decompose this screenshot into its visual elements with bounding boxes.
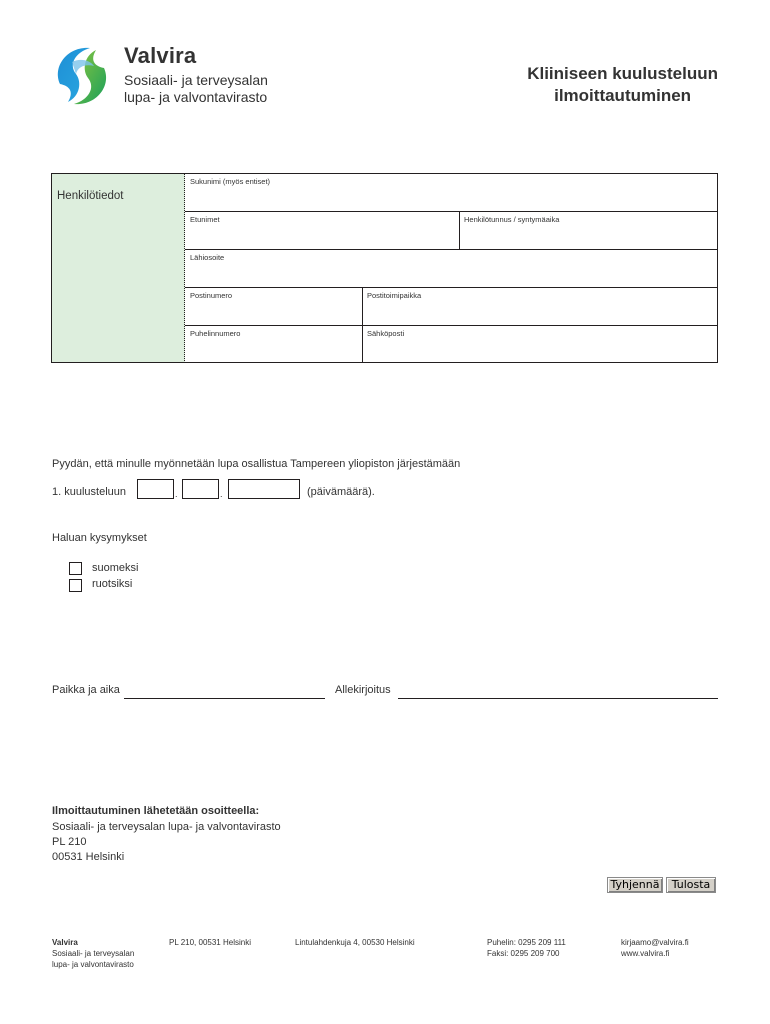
footer-online bbox=[621, 937, 689, 959]
personal-id-input[interactable] bbox=[464, 228, 712, 244]
phone-label: Puhelinnumero bbox=[190, 329, 241, 338]
swedish-option-label: ruotsiksi bbox=[92, 578, 133, 590]
street-address-label: Lähiosoite bbox=[190, 253, 225, 262]
questions-language-label: Haluan kysymykset bbox=[52, 532, 147, 544]
finnish-checkbox[interactable] bbox=[69, 562, 82, 575]
row-divider bbox=[185, 249, 718, 250]
print-button[interactable]: Tulosta bbox=[666, 877, 716, 893]
postal-code-label: Postinumero bbox=[190, 291, 233, 300]
swedish-checkbox[interactable] bbox=[69, 579, 82, 592]
date-hint: (päivämäärä). bbox=[307, 486, 375, 498]
exam-year-input[interactable] bbox=[228, 479, 300, 499]
footer-email[interactable]: kirjaamo@valvira.fi bbox=[621, 938, 689, 947]
org-subtitle-line-2: lupa- ja valvontavirasto bbox=[124, 89, 268, 105]
org-subtitle bbox=[124, 72, 268, 106]
row-divider bbox=[185, 211, 718, 212]
post-office-input[interactable] bbox=[367, 304, 712, 320]
phone-input[interactable] bbox=[190, 342, 356, 358]
footer-po-box: PL 210, 00531 Helsinki bbox=[169, 938, 251, 947]
date-separator: . bbox=[220, 489, 223, 499]
address-line-1: Sosiaali- ja terveysalan lupa- ja valvontavirasto bbox=[52, 821, 281, 833]
place-time-label: Paikka ja aika bbox=[52, 684, 120, 696]
column-divider bbox=[459, 211, 460, 249]
place-time-line bbox=[124, 698, 325, 699]
exam-day-input[interactable] bbox=[137, 479, 174, 499]
footer-web[interactable]: www.valvira.fi bbox=[621, 949, 670, 958]
street-address-input[interactable] bbox=[190, 266, 710, 282]
request-text: Pyydän, että minulle myönnetään lupa osallistua Tampereen yliopiston järjestämään bbox=[52, 458, 461, 470]
footer-contact bbox=[487, 937, 566, 959]
document-title-line-2: ilmoittautuminen bbox=[554, 86, 692, 105]
row-divider bbox=[185, 325, 718, 326]
column-divider bbox=[362, 287, 363, 363]
address-line-3: 00531 Helsinki bbox=[52, 851, 125, 863]
document-title bbox=[527, 63, 718, 107]
document-title-line-1: Kliiniseen kuulusteluun bbox=[527, 64, 718, 83]
first-names-label: Etunimet bbox=[190, 215, 220, 224]
footer-fax: Faksi: 0295 209 700 bbox=[487, 949, 560, 958]
org-name: Valvira bbox=[124, 43, 197, 68]
exam-label: 1. kuulusteluun bbox=[52, 486, 126, 498]
exam-month-input[interactable] bbox=[182, 479, 219, 499]
first-names-input[interactable] bbox=[190, 228, 452, 244]
date-separator: . bbox=[175, 489, 178, 499]
signature-line bbox=[398, 698, 718, 699]
personal-id-label: Henkilötunnus / syntymäaika bbox=[464, 215, 560, 224]
address-heading: Ilmoittautuminen lähetetään osoitteella: bbox=[52, 805, 260, 817]
valvira-logo-icon bbox=[50, 44, 114, 108]
footer-phone: Puhelin: 0295 209 111 bbox=[487, 938, 566, 947]
row-divider bbox=[185, 287, 718, 288]
place-time-input[interactable] bbox=[124, 682, 325, 697]
finnish-option-label: suomeksi bbox=[92, 562, 139, 574]
footer-org-sub-1: Sosiaali- ja terveysalan bbox=[52, 949, 135, 958]
signature-label: Allekirjoitus bbox=[335, 684, 391, 696]
footer-org-sub-2: lupa- ja valvontavirasto bbox=[52, 960, 134, 969]
org-subtitle-line-1: Sosiaali- ja terveysalan bbox=[124, 72, 268, 88]
personal-info-section-label: Henkilötiedot bbox=[57, 190, 124, 202]
address-line-2: PL 210 bbox=[52, 836, 87, 848]
surname-label: Sukunimi (myös entiset) bbox=[190, 177, 271, 186]
postal-code-input[interactable] bbox=[190, 304, 356, 320]
footer-org bbox=[52, 937, 134, 970]
footer-street: Lintulahdenkuja 4, 00530 Helsinki bbox=[295, 938, 415, 947]
post-office-label: Postitoimipaikka bbox=[367, 291, 422, 300]
clear-button[interactable]: Tyhjennä bbox=[607, 877, 663, 893]
surname-input[interactable] bbox=[190, 190, 710, 206]
email-input[interactable] bbox=[367, 342, 712, 358]
footer-org-name: Valvira bbox=[52, 938, 78, 947]
email-label: Sähköposti bbox=[367, 329, 405, 338]
